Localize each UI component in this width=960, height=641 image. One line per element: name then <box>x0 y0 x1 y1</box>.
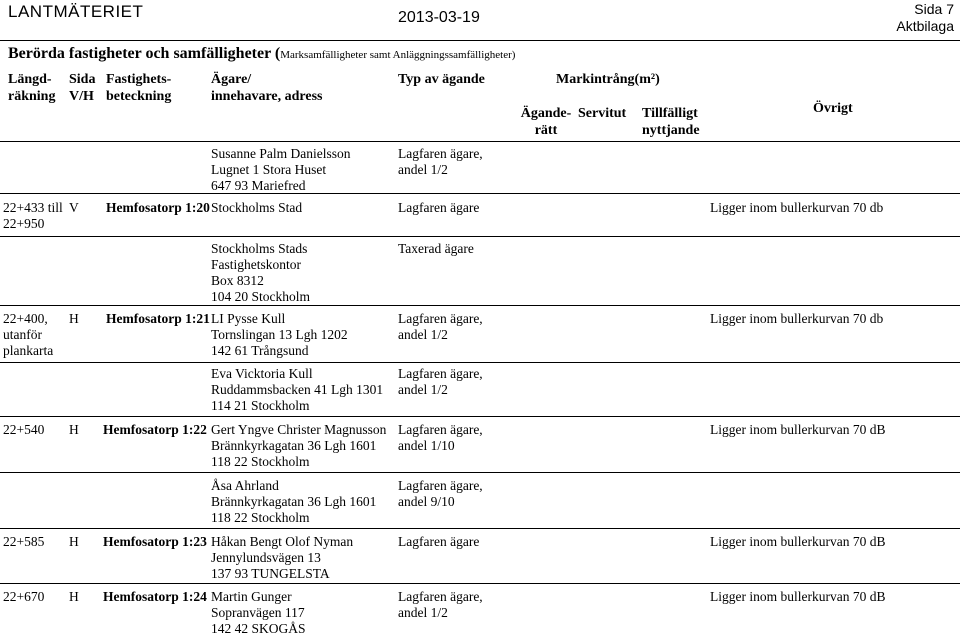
title-main: Berörda fastigheter och samfälligheter ( <box>8 45 281 62</box>
row1-type <box>398 200 479 216</box>
row8-side: H <box>69 589 79 604</box>
row-divider <box>0 305 960 306</box>
type-line: andel 1/10 <box>398 438 455 453</box>
owner-line: 118 22 Stockholm <box>211 454 310 469</box>
row3-property: Hemfosatorp 1:21 <box>106 311 210 326</box>
col-ovrigt: Övrigt <box>813 101 853 116</box>
row-divider <box>0 236 960 237</box>
owner-line: Jennylundsvägen 13 <box>211 550 321 565</box>
row1-other: Ligger inom bullerkurvan 70 db <box>710 200 884 215</box>
owner-line: Gert Yngve Christer Magnusson <box>211 422 387 437</box>
type-line: Lagfaren ägare, <box>398 311 483 326</box>
row8-property: Hemfosatorp 1:24 <box>103 589 207 604</box>
document-date: 2013-03-19 <box>398 9 480 26</box>
col-agare-line1: Ägare/ <box>211 72 252 87</box>
col-tillfalligt-line1: Tillfälligt <box>642 106 698 121</box>
owner-line: Martin Gunger <box>211 589 292 604</box>
col-sida-line2: V/H <box>69 89 94 104</box>
row7-owner <box>211 534 353 582</box>
col-typ: Typ av ägande <box>398 72 485 87</box>
row3-side: H <box>69 311 79 326</box>
row2-type <box>398 241 474 257</box>
header-divider <box>0 141 960 142</box>
row3-owner <box>211 311 348 359</box>
row-divider <box>0 416 960 417</box>
owner-line: 137 93 TUNGELSTA <box>211 566 330 581</box>
row-divider <box>0 583 960 584</box>
row7-property: Hemfosatorp 1:23 <box>103 534 207 549</box>
col-tillfalligt-line2: nyttjande <box>642 123 700 138</box>
col-sida-line1: Sida <box>69 72 96 87</box>
row7-side: H <box>69 534 79 549</box>
length-line: 22+400, <box>3 311 48 326</box>
type-line: andel 1/2 <box>398 327 448 342</box>
owner-line: Tornslingan 13 Lgh 1202 <box>211 327 348 342</box>
row5-owner <box>211 422 386 470</box>
row4-type <box>398 366 483 398</box>
row1-length <box>3 200 63 232</box>
owner-line: 118 22 Stockholm <box>211 510 310 525</box>
row0-type <box>398 146 483 178</box>
owner-line: Håkan Bengt Olof Nyman <box>211 534 354 549</box>
row7-type <box>398 534 479 550</box>
type-line: Lagfaren ägare, <box>398 146 483 161</box>
length-line: 22+670 <box>3 589 45 604</box>
owner-line: 104 20 Stockholm <box>211 289 311 304</box>
row4-owner <box>211 366 383 414</box>
type-line: Lagfaren ägare, <box>398 422 483 437</box>
row-divider <box>0 362 960 363</box>
owner-line: Susanne Palm Danielsson <box>211 146 351 161</box>
logo: LANTMÄTERIET <box>8 2 144 21</box>
owner-line: Box 8312 <box>211 273 264 288</box>
col-fastighet-line2: beteckning <box>106 89 172 104</box>
row1-property: Hemfosatorp 1:20 <box>106 200 210 215</box>
row-divider <box>0 193 960 194</box>
title-sub: Marksamfälligheter samt Anläggningssamfälligheter) <box>280 49 516 61</box>
col-langd-line2: räkning <box>8 89 56 104</box>
length-line: 22+585 <box>3 534 45 549</box>
type-line: andel 9/10 <box>398 494 455 509</box>
row7-length <box>3 534 44 550</box>
type-line: Lagfaren ägare <box>398 534 480 549</box>
col-sida <box>69 71 95 105</box>
page-header <box>0 0 960 41</box>
owner-line: 142 61 Trångsund <box>211 343 309 358</box>
col-langd <box>8 71 55 105</box>
page-title <box>8 45 515 63</box>
row3-type <box>398 311 483 343</box>
owner-line: Sopranvägen 117 <box>211 605 305 620</box>
length-line: utanför <box>3 327 42 342</box>
col-tillfalligt <box>642 105 700 139</box>
type-line: Taxerad ägare <box>398 241 474 256</box>
row3-other: Ligger inom bullerkurvan 70 db <box>710 311 884 326</box>
page-info <box>896 1 954 35</box>
length-line: 22+950 <box>3 216 45 231</box>
col-agande-line1: Ägande- <box>520 106 572 121</box>
col-servitut: Servitut <box>578 106 627 121</box>
col-agande-line2: rätt <box>534 123 558 138</box>
length-line: 22+433 till <box>3 200 63 215</box>
row8-other: Ligger inom bullerkurvan 70 dB <box>710 589 886 604</box>
row8-owner <box>211 589 306 637</box>
row3-length <box>3 311 53 359</box>
row2-owner <box>211 241 310 305</box>
col-agare <box>211 71 323 105</box>
col-langd-line1: Längd- <box>8 72 52 87</box>
owner-line: LI Pysse Kull <box>211 311 286 326</box>
owner-line: Stockholms Stads <box>211 241 308 256</box>
type-line: Lagfaren ägare, <box>398 366 483 381</box>
type-line: andel 1/2 <box>398 605 448 620</box>
length-line: plankarta <box>3 343 54 358</box>
row1-side: V <box>69 200 79 215</box>
owner-line: 114 21 Stockholm <box>211 398 310 413</box>
attachment-label: Aktbilaga <box>896 18 954 34</box>
row5-other: Ligger inom bullerkurvan 70 dB <box>710 422 886 437</box>
row-divider <box>0 528 960 529</box>
owner-line: Lugnet 1 Stora Huset <box>211 162 327 177</box>
row5-property: Hemfosatorp 1:22 <box>103 422 207 437</box>
col-markintrang: Markintrång(m²) <box>556 72 660 87</box>
row6-type <box>398 478 483 510</box>
row6-owner <box>211 478 376 526</box>
row5-length <box>3 422 44 438</box>
row-divider <box>0 472 960 473</box>
row1-owner <box>211 200 302 216</box>
type-line: andel 1/2 <box>398 382 448 397</box>
type-line: andel 1/2 <box>398 162 448 177</box>
owner-line: 647 93 Mariefred <box>211 178 306 193</box>
col-fastighet <box>106 71 171 105</box>
type-line: Lagfaren ägare, <box>398 478 483 493</box>
owner-line: Fastighetskontor <box>211 257 301 272</box>
row8-length <box>3 589 44 605</box>
row8-type <box>398 589 483 621</box>
row7-other: Ligger inom bullerkurvan 70 dB <box>710 534 886 549</box>
type-line: Lagfaren ägare <box>398 200 480 215</box>
col-agare-line2: innehavare, adress <box>211 89 323 104</box>
length-line: 22+540 <box>3 422 45 437</box>
owner-line: Ruddammsbacken 41 Lgh 1301 <box>211 382 384 397</box>
owner-line: Brännkyrkagatan 36 Lgh 1601 <box>211 438 377 453</box>
owner-line: Brännkyrkagatan 36 Lgh 1601 <box>211 494 377 509</box>
type-line: Lagfaren ägare, <box>398 589 483 604</box>
col-fastighet-line1: Fastighets- <box>106 72 172 87</box>
row0-owner <box>211 146 351 194</box>
page-number: Sida 7 <box>914 1 954 17</box>
row5-type <box>398 422 483 454</box>
row5-side: H <box>69 422 79 437</box>
owner-line: 142 42 SKOGÅS <box>211 621 306 636</box>
owner-line: Stockholms Stad <box>211 200 303 215</box>
owner-line: Eva Vicktoria Kull <box>211 366 313 381</box>
owner-line: Åsa Ahrland <box>211 478 279 493</box>
col-agande-ratt <box>520 105 572 139</box>
